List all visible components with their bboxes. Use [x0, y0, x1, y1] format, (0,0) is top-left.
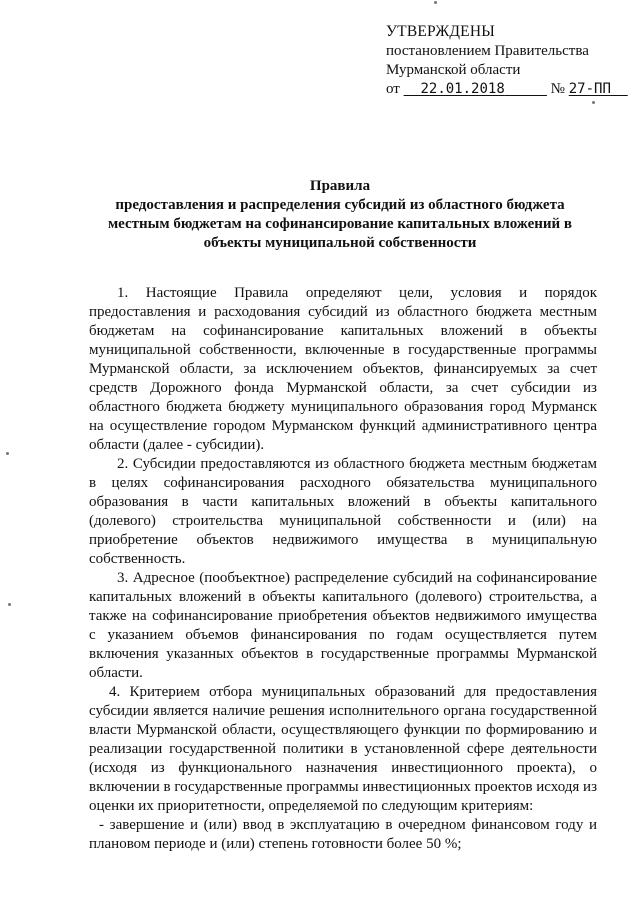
- paragraph-1: 1. Настоящие Правила определяют цели, условия и порядок предоставления и расходования субсидий из областного бюджета местным бюджетам на софинансирование капитальных вложений в объекты муниципальной собственности, включенные в государственные программы Мурманской области, за исключением объектов, финансируемых за счет средств Дорожного фонда Мурманской области, за счет субсидии из областного бюджета бюджету муниципального образования город Мурманск на осуществление городом Мурманском функций административного центра области (далее - субсидии).: [89, 285, 597, 453]
- title-line-3: местным бюджетам на софинансирование капитальных вложений в: [107, 216, 573, 232]
- title-line-4: объекты муниципальной собственности: [203, 235, 477, 251]
- number-prefix: №: [550, 81, 565, 97]
- scan-speck: [592, 101, 595, 104]
- scan-speck: [434, 1, 437, 4]
- paragraph-3: 3. Адресное (пообъектное) распределение субсидий на софинансирование капитальных вложений в объекты капитального (долевого) строительства, а также на софинансирование приобретения объектов недвижимого имущества с указанием объемов финансирования по годам осуществляется путем включения указанных объектов в государственные программы Мурманской области.: [89, 570, 597, 681]
- scan-speck: [6, 452, 9, 455]
- approval-stamp: [386, 22, 628, 99]
- approval-number: 27-ПП: [568, 81, 611, 97]
- paragraph-4: 4. Критерием отбора муниципальных образований для предоставления субсидии является наличие решения исполнительного органа государственной власти Мурманской области, осуществляющего функции по формированию и реализации государственной политики в установленной сфере деятельности (исходя из функционального назначения инвестиционного проекта), о включении в государственные программы инвестиционных проектов исходя из оценки их приоритетности, определяемой по следующим критериям:: [89, 684, 597, 814]
- approval-line-2: Мурманской области: [386, 62, 521, 78]
- approval-line-1: постановлением Правительства: [386, 43, 589, 59]
- paragraph-5: - завершение и (или) ввод в эксплуатацию в очередном финансовом году и плановом периоде и (или) степень готовности более 50 %;: [89, 817, 597, 852]
- document-body: [89, 284, 597, 854]
- approval-date: 22.01.2018: [420, 81, 505, 97]
- paragraph-2: 2. Субсидии предоставляются из областного бюджета местным бюджетам в целях софинансирования расходного обязательства муниципального образования в части капитальных вложений в объекты капитального (долевого) строительства муниципальной собственности и (или) на приобретение объектов недвижимого имущества в муниципальную собственность.: [89, 456, 597, 567]
- approval-heading: УТВЕРЖДЕНЫ: [386, 23, 495, 40]
- date-prefix: от: [386, 81, 400, 97]
- approval-date-line: [386, 80, 628, 99]
- document-title: [80, 177, 600, 253]
- title-line-2: предоставления и распределения субсидий из областного бюджета: [115, 197, 565, 213]
- scan-speck: [8, 603, 11, 606]
- title-line-1: Правила: [309, 178, 371, 194]
